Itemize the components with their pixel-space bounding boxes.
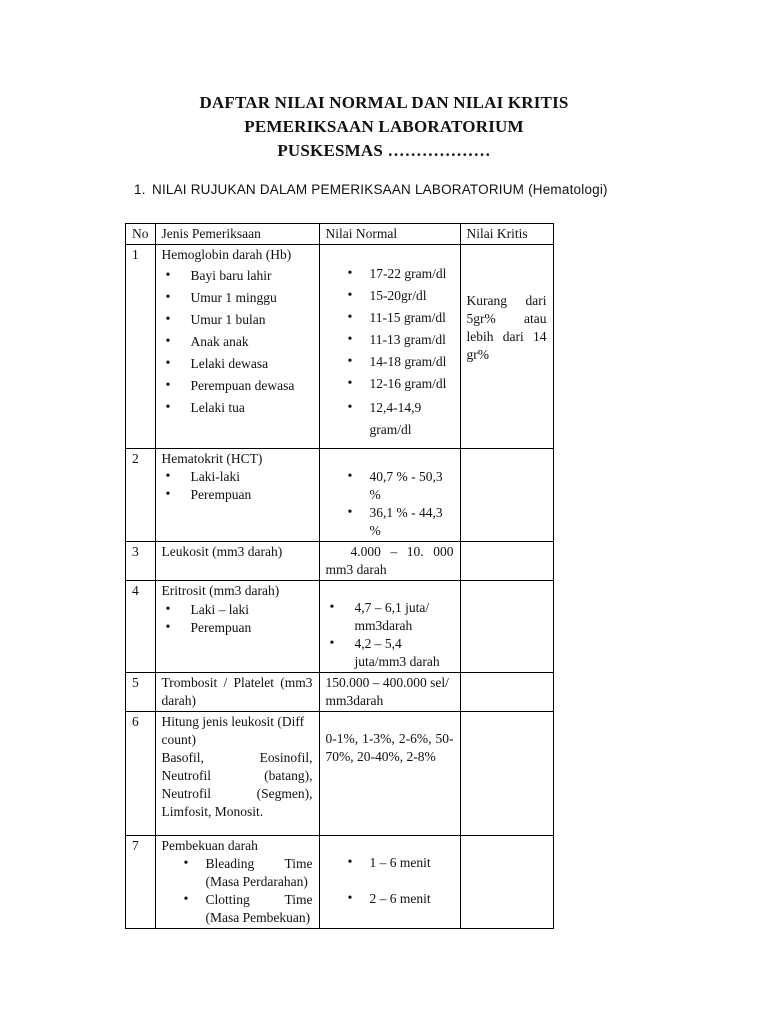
list-item: • Laki – laki [162, 601, 313, 619]
row-no: 4 [126, 581, 156, 673]
bullet-list [162, 855, 313, 927]
row-kritis [460, 673, 553, 712]
row-no: 7 [126, 836, 156, 929]
row-no: 2 [126, 449, 156, 542]
table-row [126, 542, 554, 581]
row-normal [319, 581, 460, 673]
list-item: • Clotting Time (Masa Pembekuan) [162, 891, 313, 927]
row-jenis [155, 245, 319, 449]
bullet-list [162, 601, 313, 637]
row-normal [319, 245, 460, 449]
lab-values-table [125, 223, 554, 929]
bullet-list [326, 854, 454, 908]
list-item: • Laki-laki [162, 468, 313, 486]
list-item: • Perempuan dewasa [162, 377, 313, 395]
list-item: • 15-20gr/dl [326, 287, 454, 305]
table-row [126, 673, 554, 712]
list-item: • 12-16 gram/dl [326, 375, 454, 393]
table-row [126, 245, 554, 449]
row-kritis [460, 245, 553, 449]
row-no: 3 [126, 542, 156, 581]
list-item: • Lelaki dewasa [162, 355, 313, 373]
document-title-line-3: PUSKESMAS ……………… [277, 141, 491, 160]
row-kritis [460, 449, 553, 542]
list-item: • 4,2 – 5,4 juta/mm3 darah [326, 635, 454, 671]
row-kritis [460, 581, 553, 673]
list-item: • 12,4-14,9 gram/dl [326, 397, 454, 441]
table-header-row [126, 224, 554, 245]
section-text: NILAI RUJUKAN DALAM PEMERIKSAAN LABORATORIUM (Hematologi) [152, 182, 608, 197]
row-jenis: Trombosit / Platelet (mm3 darah) [155, 673, 319, 712]
header-no: No [126, 224, 156, 245]
list-item: • 40,7 % - 50,3 % [326, 468, 454, 504]
document-title-line-1: DAFTAR NILAI NORMAL DAN NILAI KRITIS [199, 93, 569, 112]
row-jenis [155, 449, 319, 542]
row-normal [319, 836, 460, 929]
row-title: Hematokrit (HCT) [161, 451, 263, 466]
table-row [126, 581, 554, 673]
row-jenis [155, 836, 319, 929]
list-item: • Umur 1 bulan [162, 311, 313, 329]
list-item: • 4,7 – 6,1 juta/ mm3darah [326, 599, 454, 635]
row-no: 5 [126, 673, 156, 712]
normal-value-line-2: mm3 darah [325, 562, 387, 577]
document-title-line-2: PEMERIKSAAN LABORATORIUM [244, 117, 524, 136]
critical-value: Kurang dari 5gr% atau lebih dari 14 gr% [466, 293, 547, 362]
row-jenis: Leukosit (mm3 darah) [155, 542, 319, 581]
list-item: • 36,1 % - 44,3 % [326, 504, 454, 540]
list-item: • Perempuan [162, 619, 313, 637]
list-item: • 11-13 gram/dl [326, 331, 454, 349]
row-title: Eritrosit (mm3 darah) [161, 583, 280, 598]
row-jenis [155, 712, 319, 836]
header-jenis: Jenis Pemeriksaan [155, 224, 319, 245]
row-title: Hitung jenis leukosit (Diff count) [161, 714, 305, 747]
bullet-list [326, 468, 454, 540]
normal-value: 0-1%, 1-3%, 2-6%, 50-70%, 20-40%, 2-8% [325, 731, 454, 764]
list-item: • 11-15 gram/dl [326, 309, 454, 327]
bullet-list [162, 468, 313, 504]
list-item: • Bleading Time (Masa Perdarahan) [162, 855, 313, 891]
list-item: • Bayi baru lahir [162, 267, 313, 285]
row-normal [319, 712, 460, 836]
list-item: • Lelaki tua [162, 399, 313, 417]
list-item: • 17-22 gram/dl [326, 265, 454, 283]
list-item: • 14-18 gram/dl [326, 353, 454, 371]
list-item: • 2 – 6 menit [326, 890, 454, 908]
table-row [126, 836, 554, 929]
row-jenis [155, 581, 319, 673]
list-item: • Umur 1 minggu [162, 289, 313, 307]
list-item: • 1 – 6 menit [326, 854, 454, 872]
bullet-list [162, 267, 313, 417]
table-row [126, 712, 554, 836]
section-heading [134, 182, 608, 197]
row-title: Hemoglobin darah (Hb) [161, 247, 292, 262]
section-number: 1. [134, 182, 146, 197]
row-kritis [460, 836, 553, 929]
row-title: Pembekuan darah [161, 838, 258, 853]
bullet-list [326, 265, 454, 441]
row-no: 6 [126, 712, 156, 836]
row-normal [319, 542, 460, 581]
row-kritis [460, 542, 553, 581]
row-normal: 150.000 – 400.000 sel/ mm3darah [319, 673, 460, 712]
bullet-list [326, 599, 454, 671]
list-item: • Anak anak [162, 333, 313, 351]
row-detail: Basofil, Eosinofil, Neutrofil (batang), Neutrofil (Segmen), Limfosit, Monosit. [161, 750, 313, 819]
table-row [126, 449, 554, 542]
header-normal: Nilai Normal [319, 224, 460, 245]
normal-value-line-1: 4.000 – 10. 000 [350, 544, 454, 559]
row-normal [319, 449, 460, 542]
header-kritis: Nilai Kritis [460, 224, 553, 245]
row-kritis [460, 712, 553, 836]
row-no: 1 [126, 245, 156, 449]
list-item: • Perempuan [162, 486, 313, 504]
